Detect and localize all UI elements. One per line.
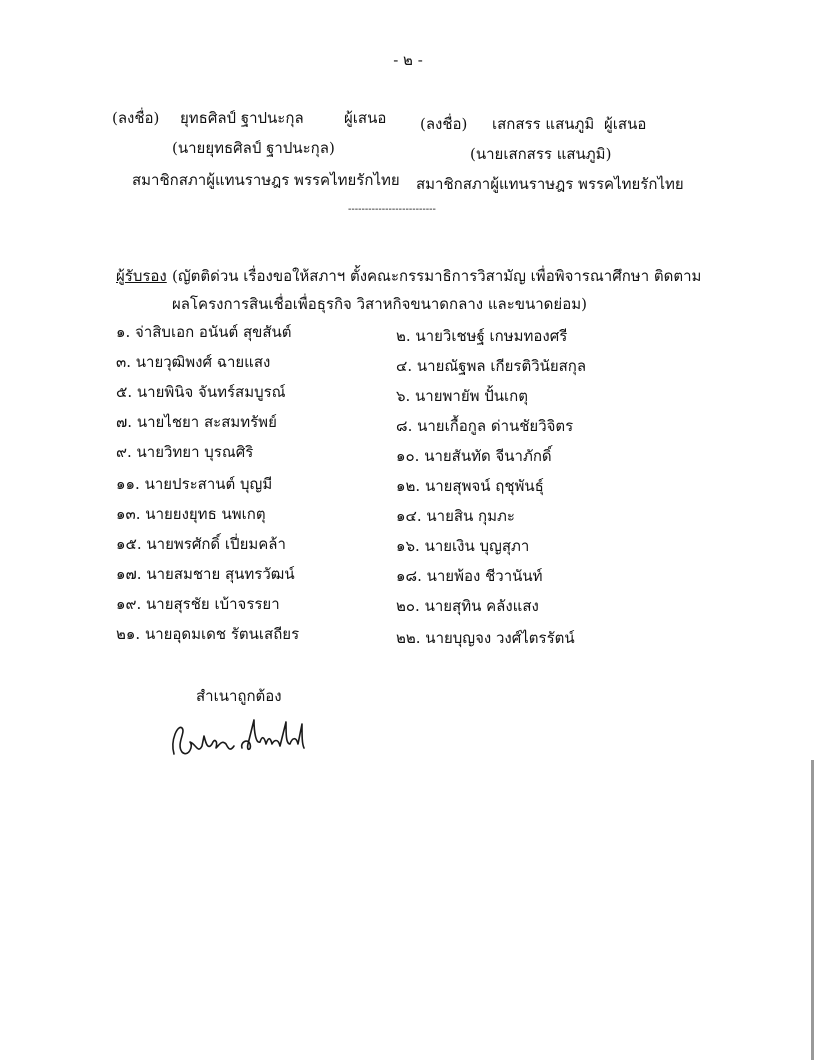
cosigner-4: ๔. นายณัฐพล เกียรติวินัยสกุล [396,357,587,375]
proposer-1-role: ผู้เสนอ [344,109,387,127]
cosigner-14: ๑๔. นายสิน กุมภะ [396,507,515,525]
proposer-1-position: สมาชิกสภาผู้แทนราษฎร พรรคไทยรักไทย [132,171,400,189]
cosigner-16: ๑๖. นายเงิน บุญสุภา [396,537,530,555]
certified-copy-label: สำเนาถูกต้อง [196,687,282,705]
handwritten-signature [168,714,328,762]
cosigners-label: ผู้รับรอง [116,267,167,285]
proposer-2-full-name: (นายเสกสรร แสนภูมิ) [470,145,612,163]
cosigner-18: ๑๘. นายพ้อง ชีวานันท์ [396,567,543,585]
cosigners-subject-line-1: (ญัตติด่วน เรื่องขอให้สภาฯ ตั้งคณะกรรมาธิการวิสามัญ เพื่อพิจารณาศึกษา ติดตาม [172,267,702,285]
cosigner-8: ๘. นายเกื้อกูล ด่านชัยวิจิตร [396,417,574,435]
cosigner-10: ๑๐. นายสันทัด จีนาภักดิ์ [396,447,552,465]
proposer-1-sign-prefix: (ลงชื่อ) [112,109,160,127]
cosigners-subject-line-2: ผลโครงการสินเชื่อเพื่อธุรกิจ วิสาหกิจขนาดกลาง และขนาดย่อม) [172,295,587,313]
separator-line: -------------------------- [348,204,436,215]
page-number: - ๒ - [393,51,423,69]
scan-edge-mark [811,760,814,1060]
proposer-2-position: สมาชิกสภาผู้แทนราษฎร พรรคไทยรักไทย [416,175,684,193]
cosigner-5: ๕. นายพินิจ จันทร์สมบูรณ์ [116,383,286,401]
cosigner-19: ๑๙. นายสุรชัย เบ้าจรรยา [116,595,280,613]
cosigner-20: ๒๐. นายสุทิน คลังแสง [396,597,539,615]
cosigner-7: ๗. นายไชยา สะสมทรัพย์ [116,413,277,431]
proposer-2-signature-name: เสกสรร แสนภูมิ [492,115,595,133]
proposer-2-sign-prefix: (ลงชื่อ) [420,115,468,133]
cosigner-15: ๑๕. นายพรศักดิ์ เปี่ยมคล้า [116,535,286,553]
cosigner-22: ๒๒. นายบุญจง วงศ์ไตรรัตน์ [396,629,575,647]
cosigner-2: ๒. นายวิเชษฐ์ เกษมทองศรี [396,327,568,345]
proposer-1-signature-name: ยุทธศิลป์ ฐาปนะกุล [180,109,304,127]
cosigner-12: ๑๒. นายสุพจน์ ฤชุพันธุ์ [396,477,544,495]
cosigner-3: ๓. นายวุฒิพงศ์ ฉายแสง [116,353,271,371]
cosigner-21: ๒๑. นายอุดมเดช รัตนเสถียร [116,625,300,643]
proposer-1-full-name: (นายยุทธศิลป์ ฐาปนะกุล) [172,139,335,157]
cosigner-9: ๙. นายวิทยา บุรณศิริ [116,443,254,461]
proposer-2-role: ผู้เสนอ [604,115,647,133]
cosigner-17: ๑๗. นายสมชาย สุนทรวัฒน์ [116,565,295,583]
cosigner-6: ๖. นายพายัพ ปั้นเกตุ [396,387,529,405]
cosigner-11: ๑๑. นายประสานต์ บุญมี [116,475,273,493]
cosigner-1: ๑. จ่าสิบเอก อนันต์ สุขสันต์ [116,323,292,341]
cosigner-13: ๑๓. นายยงยุทธ นพเกตุ [116,505,266,523]
